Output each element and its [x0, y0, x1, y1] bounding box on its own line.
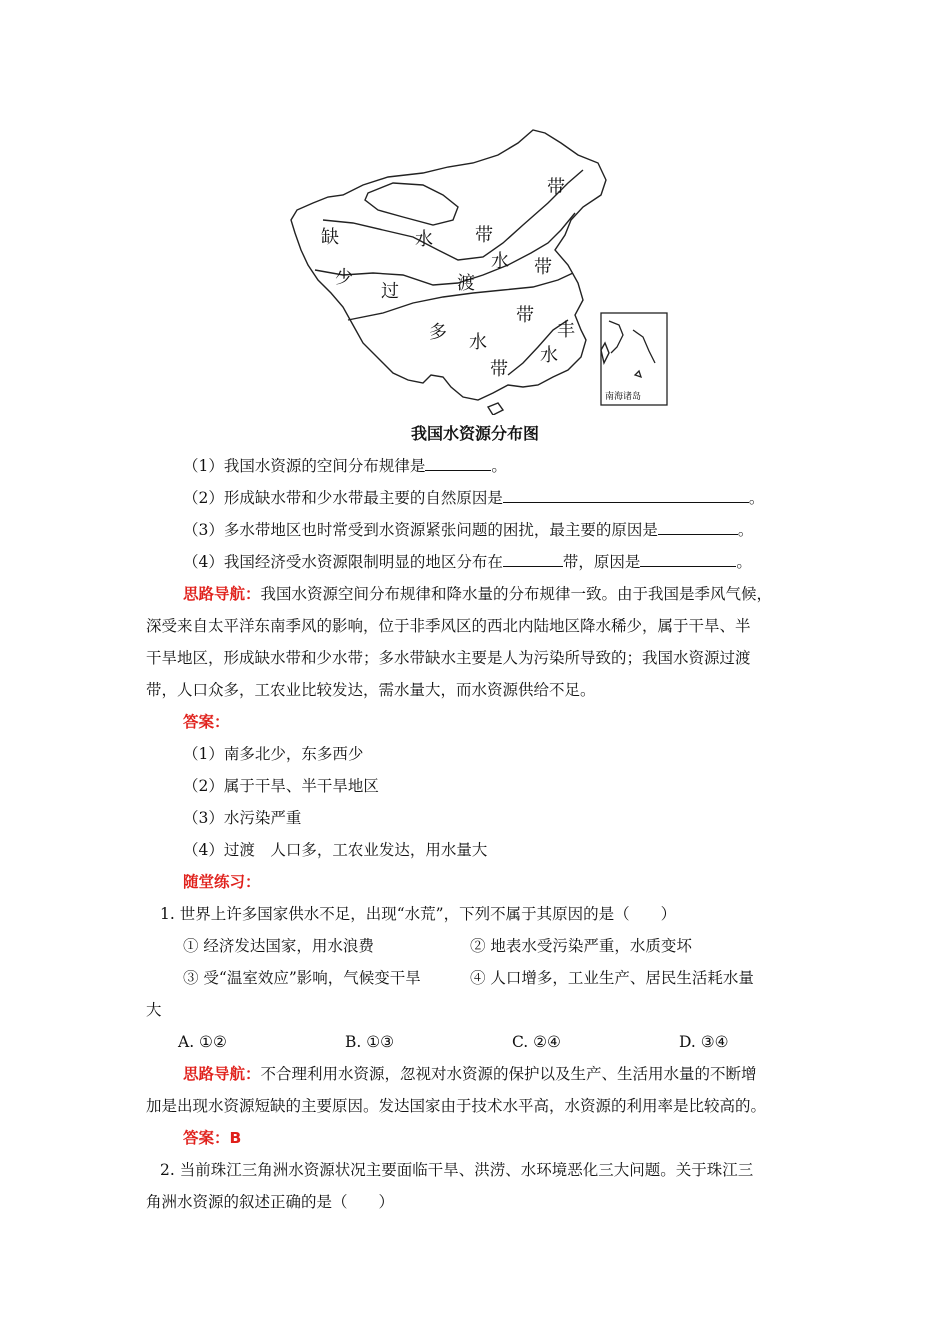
- country-outline: [291, 130, 606, 400]
- option-d[interactable]: D. ③④: [679, 1033, 729, 1051]
- question-4: （4）我国经济受水资源限制明显的地区分布在 带，原因是 。: [183, 553, 752, 571]
- map-label: 带: [534, 257, 552, 278]
- answer-blank[interactable]: [425, 456, 491, 471]
- option-a[interactable]: A. ①②: [178, 1033, 227, 1051]
- analysis-paragraph-1: 思路导航：我国水资源空间分布规律和降水量的分布规律一致。由于我国是季风气候，: [183, 585, 773, 603]
- choice-item-2: ② 地表水受污染严重，水质变坏: [470, 937, 692, 955]
- question-text: （2）形成缺水带和少水带最主要的自然原因是: [183, 489, 503, 507]
- shortage-zone-loop: [365, 183, 458, 225]
- analysis-line: 干旱地区，形成缺水带和少水带；多水带缺水主要是人为污染所导致的；我国水资源过渡: [146, 649, 751, 667]
- china-map-outline: [283, 125, 683, 415]
- map-label: 带: [490, 359, 508, 380]
- answer-item: （4）过渡 人口多，工农业发达，用水量大: [183, 841, 488, 859]
- analysis-line: 深受来自太平洋东南季风的影响，位于非季风区的西北内陆地区降水稀少，属于干旱、半: [146, 617, 751, 635]
- practice-question-2-cont: 角洲水资源的叙述正确的是（ ）: [146, 1193, 395, 1211]
- analysis-paragraph-2: 思路导航：不合理利用水资源，忽视对水资源的保护以及生产、生活用水量的不断增: [183, 1065, 757, 1083]
- zone-line-1: [323, 170, 583, 260]
- choice-item-4: ④ 人口增多，工业生产、居民生活耗水量: [470, 969, 754, 987]
- map-label: 水: [491, 251, 509, 272]
- practice-question-2: 2. 当前珠江三角洲水资源状况主要面临干旱、洪涝、水环境恶化三大问题。关于珠江三: [160, 1161, 754, 1179]
- choice-item-3: ③ 受“温室效应”影响，气候变干旱: [183, 969, 421, 987]
- map-label: 过: [381, 281, 399, 302]
- map-label: 丰: [557, 320, 575, 341]
- map-label: 水: [540, 345, 558, 366]
- inset-label: 南海诸岛: [605, 392, 642, 402]
- answer-2: 答案：B: [183, 1129, 242, 1147]
- analysis-line: 带，人口众多，工农业比较发达，需水量大，而水资源供给不足。: [146, 681, 596, 699]
- question-text: （4）我国经济受水资源限制明显的地区分布在: [183, 553, 503, 571]
- choice-item-4-cont: 大: [146, 1001, 162, 1019]
- question-text: （3）多水带地区也时常受到水资源紧张问题的困扰，最主要的原因是: [183, 521, 658, 539]
- analysis-label: 思路导航：: [183, 585, 261, 603]
- practice-question-1: 1. 世界上许多国家供水不足，出现“水荒”，下列不属于其原因的是（ ）: [160, 905, 677, 923]
- answer-blank[interactable]: [503, 488, 749, 503]
- question-1: （1）我国水资源的空间分布规律是 。: [183, 457, 507, 475]
- taiwan-island: [601, 343, 609, 363]
- answer-label: 答案：: [183, 713, 230, 731]
- hainan-island: [488, 403, 503, 415]
- answer-blank[interactable]: [658, 520, 738, 535]
- map-caption: 我国水资源分布图: [410, 424, 539, 443]
- question-text: （1）我国水资源的空间分布规律是: [183, 457, 426, 475]
- option-b[interactable]: B. ①③: [345, 1033, 395, 1051]
- map-label: 水: [415, 229, 433, 250]
- map-label: 少: [335, 267, 353, 288]
- question-3: （3）多水带地区也时常受到水资源紧张问题的困扰，最主要的原因是 。: [183, 521, 754, 539]
- map-label: 带: [475, 225, 493, 246]
- practice-label: 随堂练习：: [183, 873, 261, 891]
- water-resource-map: [283, 125, 683, 415]
- analysis-label: 思路导航：: [183, 1065, 261, 1083]
- map-label: 渡: [457, 273, 475, 294]
- choice-item-1: ① 经济发达国家，用水浪费: [183, 937, 374, 955]
- map-label: 带: [516, 305, 534, 326]
- answer-item: （3）水污染严重: [183, 809, 302, 827]
- map-label: 水: [469, 332, 487, 353]
- map-label: 缺: [321, 227, 339, 248]
- answer-item: （1）南多北少，东多西少: [183, 745, 364, 763]
- option-c[interactable]: C. ②④: [512, 1033, 561, 1051]
- question-2: （2）形成缺水带和少水带最主要的自然原因是 。: [183, 489, 765, 507]
- answer-blank[interactable]: [503, 552, 563, 567]
- map-label: 带: [547, 177, 565, 198]
- analysis-line: 加是出现水资源短缺的主要原因。发达国家由于技术水平高，水资源的利用率是比较高的。: [146, 1097, 767, 1115]
- map-label: 多: [429, 322, 447, 343]
- answer-blank[interactable]: [640, 552, 736, 567]
- answer-item: （2）属于干旱、半干旱地区: [183, 777, 379, 795]
